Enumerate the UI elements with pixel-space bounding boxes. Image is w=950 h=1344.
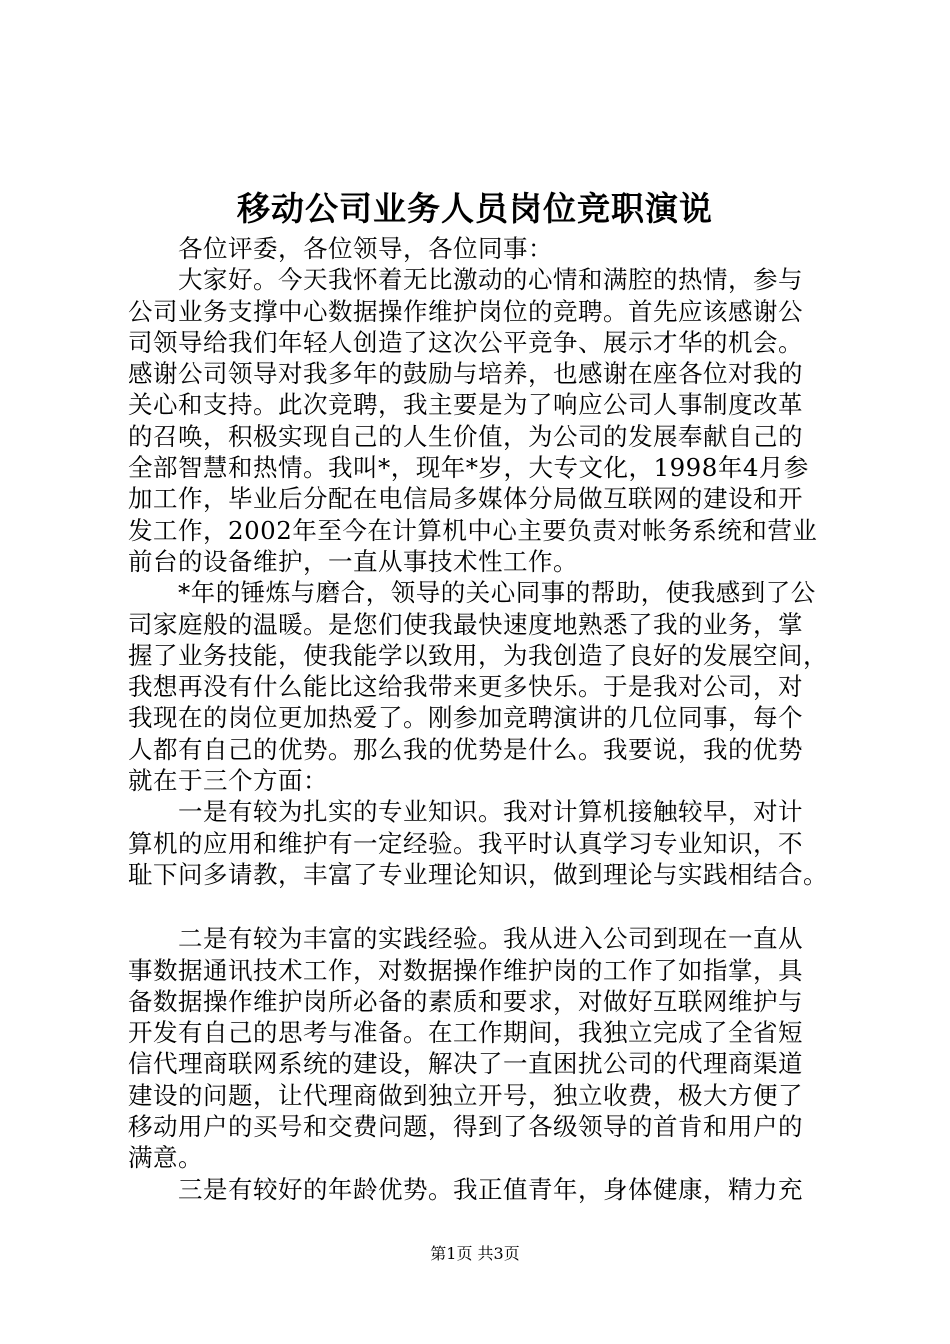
paragraph-line: 备数据操作维护岗所必备的素质和要求，对做好互联网维护与 bbox=[128, 986, 803, 1016]
paragraph-line: 耻下问多请教，丰富了专业理论知识，做到理论与实践相结合。 bbox=[128, 859, 828, 889]
paragraph-line: 三是有较好的年龄优势。我正值青年，身体健康，精力充 bbox=[178, 1174, 803, 1204]
paragraph-line: *年的锤炼与磨合，领导的关心同事的帮助，使我感到了公 bbox=[178, 578, 816, 608]
paragraph-line: 算机的应用和维护有一定经验。我平时认真学习专业知识，不 bbox=[128, 828, 803, 858]
paragraph-line: 就在于三个方面： bbox=[128, 766, 328, 796]
paragraph-line: 建设的问题，让代理商做到独立开号，独立收费，极大方便了 bbox=[128, 1080, 803, 1110]
page-footer: 第1页 共3页 bbox=[430, 1244, 520, 1263]
paragraph-line: 关心和支持。此次竞聘，我主要是为了响应公司人事制度改革 bbox=[128, 390, 803, 420]
paragraph-line: 二是有较为丰富的实践经验。我从进入公司到现在一直从 bbox=[178, 924, 803, 954]
paragraph-line: 加工作，毕业后分配在电信局多媒体分局做互联网的建设和开 bbox=[128, 484, 803, 514]
page-title: 移动公司业务人员岗位竞职演说 bbox=[237, 189, 713, 228]
paragraph-line: 我想再没有什么能比这给我带来更多快乐。于是我对公司，对 bbox=[128, 672, 803, 702]
paragraph-line: 的召唤，积极实现自己的人生价值，为公司的发展奉献自己的 bbox=[128, 421, 803, 451]
paragraph-line: 公司业务支撑中心数据操作维护岗位的竞聘。首先应该感谢公 bbox=[128, 296, 803, 326]
paragraph-line: 移动用户的买号和交费问题，得到了各级领导的首肯和用户的 bbox=[128, 1112, 803, 1142]
paragraph-gap bbox=[128, 890, 868, 923]
paragraph-line: 一是有较为扎实的专业知识。我对计算机接触较早，对计 bbox=[178, 797, 803, 827]
paragraph-line: 我现在的岗位更加热爱了。刚参加竞聘演讲的几位同事，每个 bbox=[128, 703, 803, 733]
paragraph-line: 感谢公司领导对我多年的鼓励与培养，也感谢在座各位对我的 bbox=[128, 359, 803, 389]
paragraph-line: 司领导给我们年轻人创造了这次公平竞争、展示才华的机会。 bbox=[128, 327, 803, 357]
paragraph-line: 握了业务技能，使我能学以致用，为我创造了良好的发展空间， bbox=[128, 640, 828, 670]
paragraph-line: 全部智慧和热情。我叫*，现年*岁，大专文化，1998年4月参 bbox=[128, 453, 809, 483]
paragraph-line: 前台的设备维护，一直从事技术性工作。 bbox=[128, 546, 578, 576]
paragraph-line: 信代理商联网系统的建设，解决了一直困扰公司的代理商渠道 bbox=[128, 1049, 803, 1079]
salutation-line: 各位评委，各位领导，各位同事： bbox=[178, 234, 553, 263]
paragraph-line: 满意。 bbox=[128, 1143, 203, 1173]
paragraph-line: 发工作，2002年至今在计算机中心主要负责对帐务系统和营业 bbox=[128, 515, 818, 545]
paragraph-line: 事数据通讯技术工作，对数据操作维护岗的工作了如指掌，具 bbox=[128, 955, 803, 985]
paragraph-line: 开发有自己的思考与准备。在工作期间，我独立完成了全省短 bbox=[128, 1018, 803, 1048]
paragraph-line: 司家庭般的温暖。是您们使我最快速度地熟悉了我的业务，掌 bbox=[128, 609, 803, 639]
document-body bbox=[128, 233, 868, 1205]
paragraph-line: 大家好。今天我怀着无比激动的心情和满腔的热情，参与 bbox=[178, 265, 803, 295]
paragraph-line: 人都有自己的优势。那么我的优势是什么。我要说，我的优势 bbox=[128, 734, 803, 764]
